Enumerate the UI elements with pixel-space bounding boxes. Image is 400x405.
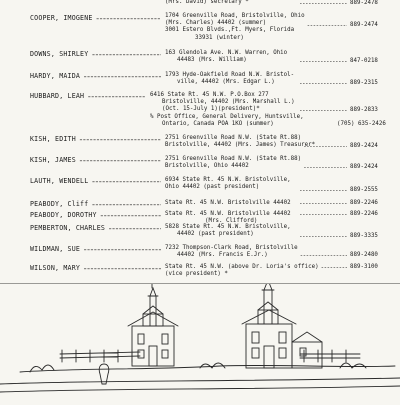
- member-name: LAUTH, WENDELL: [30, 177, 89, 185]
- member-address: [165, 135, 355, 149]
- fence-right: [300, 350, 360, 362]
- member-name: HARDY, MAIDA: [30, 72, 81, 80]
- church-sketch-svg: [0, 284, 400, 401]
- member-phone: 889-2424: [350, 164, 378, 170]
- member-address: [165, 156, 355, 170]
- address-line: Bristolville, 44402 (Mrs. James) Treasurer*: [165, 142, 316, 149]
- member-address: [165, 245, 355, 259]
- member-phone: 889-2474: [350, 22, 378, 28]
- fence: [60, 350, 140, 362]
- address-line: 6934 State Rt. 45 N.W. Bristolville,: [165, 177, 291, 183]
- member-name: HUBBARD, LEAH: [30, 92, 85, 100]
- address-line: 44402 (Mrs. Francis E.Jr.): [177, 252, 268, 259]
- address-line: 3001 Estero Blvds.,Ft. Myers, Florida: [165, 27, 295, 34]
- member-name: KISH, JAMES: [30, 156, 76, 164]
- member-phone: 889-2478: [350, 0, 378, 6]
- address-line: 44483 (Mrs. William): [177, 57, 247, 64]
- member-phone: 847-0218: [350, 58, 378, 64]
- address-line: 6416 State Rt. 45 N.W. P.O.Box 277: [150, 92, 269, 98]
- address-line: 33931 (winter): [195, 34, 244, 41]
- figure: [99, 364, 109, 384]
- member-phone: 889-2246: [350, 211, 378, 217]
- member-address: [165, 264, 355, 278]
- member-name: KISH, EDITH: [30, 135, 76, 143]
- member-address: [165, 13, 355, 42]
- member-entry: [0, 13, 400, 41]
- member-address: [165, 177, 355, 191]
- address-line: 2751 Greenville Road N.W. (State Rt.88): [165, 135, 302, 141]
- address-line: Ontario, Canada POA 1KO (summer): [162, 120, 274, 127]
- member-name: PEABODY, DOROTHY: [30, 211, 97, 219]
- address-line: Bristolville, Ohio 44402: [165, 163, 249, 170]
- member-address: [165, 200, 355, 207]
- church-sketch-illustration: [0, 283, 400, 401]
- member-name: COOPER, IMOGENE: [30, 14, 93, 22]
- member-phone: 889-2833: [350, 107, 378, 113]
- member-phone: 889-2246: [350, 200, 378, 206]
- left-church: [128, 284, 178, 366]
- address-line: 163 Glendola Ave. N.W. Warren, Ohio: [165, 50, 288, 56]
- member-name: PEABODY, Cliff: [30, 200, 89, 208]
- ground-line: [20, 365, 395, 372]
- address-line: ville, 44402 (Mrs. Edgar L.): [177, 79, 275, 86]
- member-phone-summer: (705) 635-2426: [337, 121, 386, 127]
- address-line: 1704 Greenville Road, Bristolville, Ohio: [165, 13, 305, 19]
- address-line: 7232 Thompson-Clark Road, Bristolville: [165, 245, 298, 251]
- member-name: DOWNS, SHIRLEY: [30, 50, 89, 58]
- right-church: [242, 284, 322, 368]
- address-line: 5828 State Rt. 45 N.W. Bristolville,: [165, 224, 291, 230]
- address-line: (Mrs. Charles) 44402 (summer): [165, 20, 267, 27]
- member-phone: 889-2480: [350, 252, 378, 258]
- member-entry: [0, 92, 400, 127]
- member-phone: 889-2315: [350, 80, 378, 86]
- member-address: [165, 72, 355, 86]
- member-entry: [0, 177, 400, 201]
- road: [0, 378, 400, 392]
- address-line: State Rt. 45 N.W. Bristolville 44402: [165, 211, 291, 217]
- member-name: WILSON, MARY: [30, 264, 81, 272]
- address-line: 1793 Hyde-Oakfield Road N.W. Bristol-: [165, 72, 295, 78]
- member-name: PEMBERTON, CHARLES: [30, 224, 106, 232]
- address-line: (Oct. 15-July 1)(president)*: [162, 106, 260, 113]
- member-phone: 889-2555: [350, 187, 378, 193]
- member-address: [150, 92, 340, 128]
- address-line: 44402 (past president): [177, 231, 254, 238]
- member-name: WILDMAN, SUE: [30, 245, 81, 253]
- address-line: (vice president) *: [165, 271, 228, 278]
- address-line: 2751 Greenville Road N.W. (State Rt.88): [165, 156, 302, 162]
- member-entry: [0, 50, 400, 74]
- address-line: Bristolville, 44402 (Mrs. Marshall L.): [162, 99, 295, 106]
- bushes: [30, 363, 366, 372]
- address-line: (Mrs. Clifford): [205, 218, 258, 225]
- address-line: State Rt. 45 N.W. (above Dr. Loria's office): [165, 264, 319, 270]
- member-phone: 889-3100: [350, 264, 378, 270]
- address-line: State Rt. 45 N.W. Bristolville 44402: [165, 200, 291, 206]
- address-line: Ohio 44402 (past president): [165, 184, 260, 191]
- member-address: [165, 224, 355, 238]
- member-phone: 889-2424: [350, 143, 378, 149]
- address-line: % Post Office, General Delivery, Huntsville,: [150, 113, 304, 120]
- member-phone: 889-3335: [350, 233, 378, 239]
- address-line: (Mrs. David) secretary *: [165, 0, 249, 5]
- member-address: [165, 0, 355, 6]
- member-address: [165, 50, 355, 64]
